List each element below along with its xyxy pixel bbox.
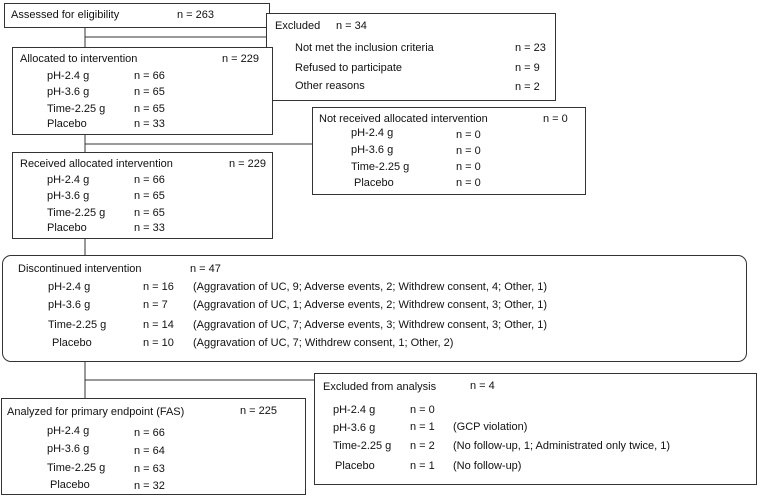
not-received-row-n: n = 0	[456, 177, 481, 189]
excluded-row-label: Other reasons	[295, 80, 365, 92]
received-row-n: n = 65	[134, 207, 165, 219]
allocated-row-n: n = 65	[134, 103, 165, 115]
excluded-row-n: n = 23	[515, 42, 546, 54]
discontinued-row-detail: (Aggravation of UC, 1; Adverse events, 2; Withdrew consent, 3; Other, 1)	[193, 299, 548, 311]
allocated-label: Allocated to intervention	[20, 53, 138, 65]
not-received-box	[312, 107, 586, 195]
discontinued-row-detail: (Aggravation of UC, 7; Adverse events, 3; Withdrew consent, 3; Other, 1)	[193, 319, 548, 331]
analyzed-n: n = 225	[240, 405, 278, 417]
not-received-row-label: Placebo	[354, 177, 394, 189]
discontinued-row-n: n = 16	[143, 281, 174, 293]
excluded-analysis-row-n: n = 2	[410, 440, 435, 452]
discontinued-row-label: Placebo	[52, 337, 92, 349]
excluded-analysis-row-detail: (No follow-up, 1; Administrated only twice, 1)	[453, 440, 671, 452]
analyzed-row-n: n = 63	[134, 463, 165, 475]
excluded-label: Excluded	[275, 20, 321, 32]
excluded-analysis-box	[314, 373, 757, 485]
excluded-analysis-row-label: pH-2.4 g	[333, 404, 376, 416]
discontinued-n: n = 47	[190, 263, 221, 275]
excluded-analysis-row-n: n = 1	[410, 460, 435, 472]
discontinued-row-detail: (Aggravation of UC, 9; Adverse events, 2; Withdrew consent, 4; Other, 1)	[193, 281, 548, 293]
received-box	[12, 152, 273, 239]
discontinued-row-n: n = 7	[143, 299, 168, 311]
analyzed-row-label: Placebo	[50, 479, 90, 491]
excluded-row-label: Not met the inclusion criteria	[295, 42, 434, 54]
allocated-row-n: n = 66	[134, 70, 165, 82]
discontinued-row-n: n = 14	[143, 319, 174, 331]
discontinued-row-label: pH-2.4 g	[48, 281, 91, 293]
allocated-row-label: pH-2.4 g	[47, 70, 90, 82]
discontinued-row-label: pH-3.6 g	[48, 299, 91, 311]
excluded-analysis-label: Excluded from analysis	[323, 381, 437, 393]
received-row-n: n = 66	[134, 174, 165, 186]
discontinued-row-n: n = 10	[143, 337, 174, 349]
allocated-box	[12, 47, 273, 135]
excluded-n: n = 34	[336, 20, 367, 32]
analyzed-row-label: Time-2.25 g	[47, 462, 106, 474]
received-row-label: Placebo	[47, 222, 87, 234]
analyzed-row-n: n = 66	[134, 427, 165, 439]
discontinued-box	[2, 255, 747, 362]
excluded-analysis-row-label: Time-2.25 g	[333, 440, 392, 452]
assessed-box	[4, 3, 270, 28]
not-received-row-label: pH-2.4 g	[351, 127, 394, 139]
not-received-row-n: n = 0	[456, 161, 481, 173]
excluded-analysis-row-n: n = 1	[410, 421, 435, 433]
received-row-label: Time-2.25 g	[47, 207, 106, 219]
assessed-label: Assessed for eligibility	[11, 9, 120, 21]
received-row-n: n = 33	[134, 222, 165, 234]
excluded-analysis-row-n: n = 0	[410, 404, 435, 416]
analyzed-row-n: n = 32	[134, 480, 165, 492]
excluded-row-n: n = 9	[515, 62, 540, 74]
not-received-n: n = 0	[543, 113, 568, 125]
allocated-row-label: Placebo	[47, 118, 87, 130]
excluded-row-n: n = 2	[515, 81, 540, 93]
discontinued-row-label: Time-2.25 g	[48, 319, 107, 331]
analyzed-row-label: pH-2.4 g	[47, 425, 90, 437]
discontinued-row-detail: (Aggravation of UC, 7; Withdrew consent, 1; Other, 2)	[193, 337, 454, 349]
allocated-row-label: Time-2.25 g	[47, 103, 106, 115]
not-received-row-n: n = 0	[456, 129, 481, 141]
not-received-label: Not received allocated intervention	[319, 113, 488, 125]
excluded-analysis-row-label: pH-3.6 g	[333, 422, 376, 434]
not-received-row-label: pH-3.6 g	[351, 144, 394, 156]
received-row-label: pH-3.6 g	[47, 190, 90, 202]
allocated-row-n: n = 65	[134, 86, 165, 98]
excluded-analysis-row-detail: (No follow-up)	[453, 460, 522, 472]
allocated-n: n = 229	[222, 53, 260, 65]
not-received-row-label: Time-2.25 g	[351, 161, 410, 173]
analyzed-label: Analyzed for primary endpoint (FAS)	[7, 406, 185, 418]
allocated-row-label: pH-3.6 g	[47, 86, 90, 98]
allocated-row-n: n = 33	[134, 118, 165, 130]
analyzed-row-label: pH-3.6 g	[47, 443, 90, 455]
analyzed-box	[1, 398, 306, 495]
excluded-analysis-n: n = 4	[470, 380, 495, 392]
excluded-analysis-row-detail: (GCP violation)	[453, 421, 528, 433]
received-label: Received allocated intervention	[20, 158, 173, 170]
received-row-n: n = 65	[134, 190, 165, 202]
excluded-analysis-row-label: Placebo	[335, 460, 375, 472]
assessed-n: n = 263	[177, 9, 215, 21]
not-received-row-n: n = 0	[456, 145, 481, 157]
excluded-box	[266, 13, 556, 101]
discontinued-label: Discontinued intervention	[18, 263, 142, 275]
received-row-label: pH-2.4 g	[47, 174, 90, 186]
excluded-row-label: Refused to participate	[295, 62, 403, 74]
received-n: n = 229	[229, 158, 267, 170]
analyzed-row-n: n = 64	[134, 445, 165, 457]
